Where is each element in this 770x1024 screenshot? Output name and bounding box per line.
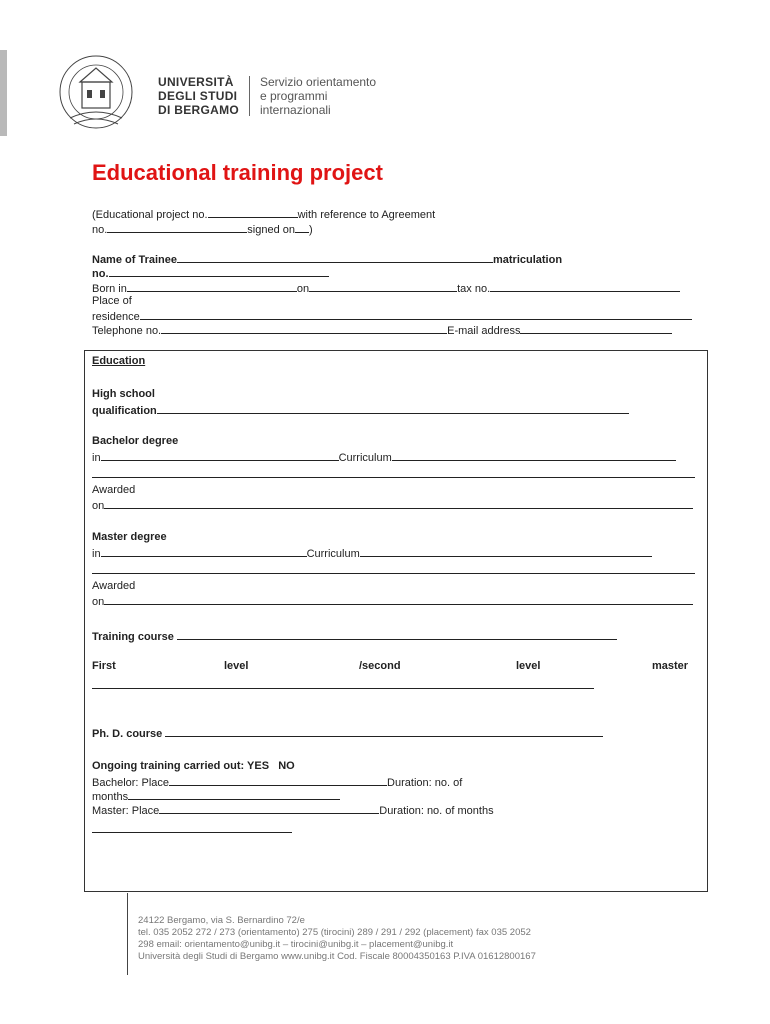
trainee-name-label: Name of Trainee [92,254,177,266]
page-title: Educational training project [92,160,383,185]
footer-email: 298 email: orientamento@unibg.it – tirocini@unibg.it – placement@unibg.it [138,939,454,950]
bachelor-on-label: on [92,500,105,512]
training-course-label: Training course [92,631,174,643]
bachelor-label: Bachelor degree [92,435,179,447]
high-school-label: High school [92,388,155,400]
residence-label: residence [92,311,140,323]
trainee-name-field[interactable] [177,252,493,263]
ongoing-label[interactable]: Ongoing training carried out: YES [92,760,270,772]
master-curriculum-label: Curriculum [306,548,360,560]
intro-line-1 [92,207,435,221]
footer-phone: tel. 035 2052 272 / 273 (orientamento) 275 (tirocini) 289 / 291 / 292 (placement) fax 035 2052 [138,927,531,938]
margin-marker [0,50,7,136]
tax-no-label: tax no. [457,283,491,295]
bachelor-in-label: in [92,452,101,464]
training-course-field[interactable] [177,629,617,640]
residence-row [92,309,692,323]
logo-line-1: UNIVERSITÀ [158,75,234,89]
level-2 [516,660,540,672]
born-on-field[interactable] [309,281,457,292]
master-place-label: Master: Place [92,805,160,817]
intro-close: ) [309,224,313,236]
master-curriculum-field[interactable] [360,546,652,557]
master-word-label: master [652,660,689,672]
university-name [158,75,239,117]
service-line-3: internazionali [260,103,331,117]
level-1 [224,660,248,672]
training-course-row [92,629,617,643]
born-row [92,281,680,295]
level-first [92,660,116,672]
months-label: months [92,791,129,803]
master-awarded-label: Awarded [92,580,136,592]
intro-project-label: (Educational project no. [92,209,208,221]
level-master [652,660,688,672]
born-in-label: Born in [92,283,127,295]
logo-line-3: DI BERGAMO [158,103,239,117]
master-months-line[interactable] [92,832,292,833]
high-school-field[interactable] [157,403,629,414]
bachelor-curriculum-label: Curriculum [338,452,392,464]
ongoing-row [92,760,295,772]
service-line-2: e programmi [260,89,328,103]
bachelor-months-field[interactable] [128,789,340,800]
education-heading-text: Education [92,355,146,367]
service-line-1: Servizio orientamento [260,75,377,89]
matriculation-label: matriculation [492,254,563,266]
master-on-label: on [92,596,105,608]
master-duration-label: Duration: no. of months [379,805,494,817]
logo-line-2: DEGLI STUDI [158,89,238,103]
education-heading [92,355,145,367]
master-heading [92,531,167,543]
born-in-field[interactable] [127,281,297,292]
master-on-row [92,594,693,608]
intro-signed-label: signed on [247,224,296,236]
phd-row [92,726,603,740]
university-seal [50,52,146,132]
footer [138,915,536,963]
first-label: First [92,660,116,672]
service-name [260,75,376,117]
telephone-label: Telephone no. [92,325,162,337]
email-field[interactable] [520,323,672,334]
high-school-row-2 [92,403,629,417]
master-extra-line[interactable] [92,573,695,574]
bachelor-duration-label: Duration: no. of [387,777,463,789]
high-school-row-1 [92,388,155,400]
contact-row [92,323,672,337]
master-awarded-field[interactable] [104,594,693,605]
footer-fiscal: Università degli Studi di Bergamo www.unibg.it Cod. Fiscale 80004350163 P.IVA 01612800167 [138,951,536,962]
logo-divider [249,76,250,116]
master-awarded-row [92,580,135,592]
bachelor-heading [92,435,178,447]
intro-no-label: no. [92,224,108,236]
bachelor-awarded-field[interactable] [104,498,693,509]
bachelor-awarded-row [92,484,135,496]
matriculation-no-field[interactable] [109,266,329,277]
project-no-field[interactable] [208,207,298,218]
ongoing-no-label[interactable]: NO [278,760,295,772]
intro-agreement-label: with reference to Agreement [297,209,436,221]
bachelor-in-field[interactable] [101,450,339,461]
footer-rule [127,893,128,975]
agreement-no-field[interactable] [107,222,247,233]
level-second [359,660,401,672]
master-row [92,546,652,560]
level-label: level [224,660,249,672]
footer-address: 24122 Bergamo, via S. Bernardino 72/e [138,915,305,926]
master-in-label: in [92,548,101,560]
master-in-field[interactable] [101,546,307,557]
matriculation-row [92,266,329,280]
bachelor-extra-line[interactable] [92,477,695,478]
bachelor-row [92,450,676,464]
second-label: /second [359,660,401,672]
level2-label: level [516,660,541,672]
master-place-field[interactable] [159,803,379,814]
months-row [92,789,340,803]
bachelor-place-field[interactable] [169,775,387,786]
qualification-label: qualification [92,405,157,417]
trainee-name-row [92,252,562,266]
bachelor-curriculum-field[interactable] [392,450,676,461]
matriculation-no-label: no. [92,268,109,280]
born-on-label: on [296,283,310,295]
telephone-field[interactable] [161,323,447,334]
phd-field[interactable] [165,726,603,737]
master-place-row [92,803,494,817]
bachelor-place-label: Bachelor: Place [92,777,170,789]
bachelor-on-row [92,498,693,512]
email-label: E-mail address [447,325,521,337]
residence-field[interactable] [140,309,692,320]
bachelor-place-row [92,775,462,789]
level-line[interactable] [92,688,594,689]
intro-line-2 [92,222,313,236]
bachelor-awarded-label: Awarded [92,484,136,496]
phd-label: Ph. D. course [92,728,163,740]
place-of-label: Place of [92,295,132,307]
signed-on-field[interactable] [295,222,309,233]
master-label: Master degree [92,531,167,543]
tax-no-field[interactable] [490,281,680,292]
place-label-row [92,295,132,307]
